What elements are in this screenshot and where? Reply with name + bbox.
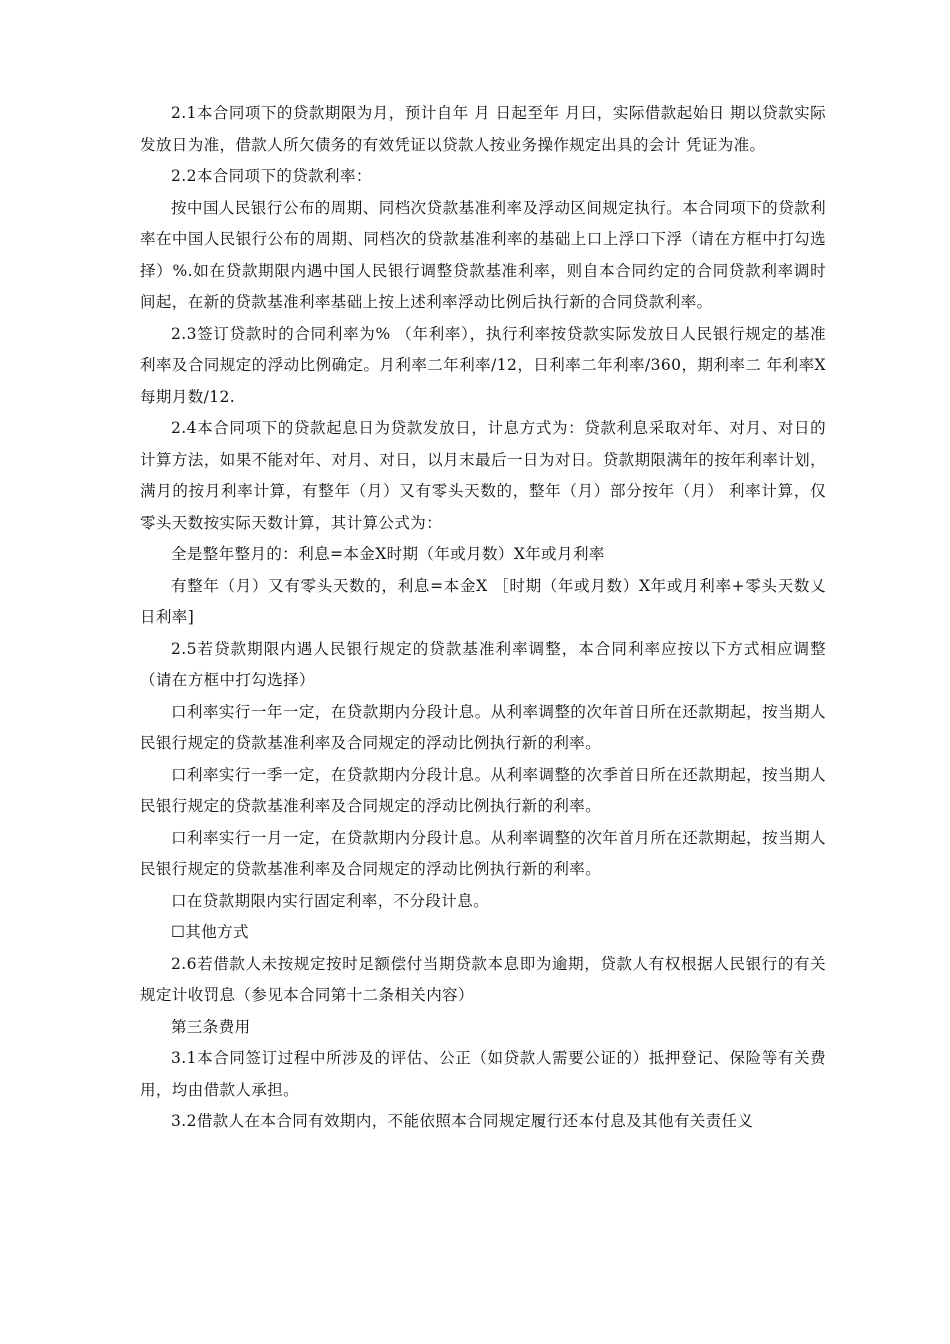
paragraph-2-6-overdue: 2.6若借款人未按规定按时足额偿付当期贷款本息即为逾期，贷款人有权根据人民银行的有关规定计收罚息（参见本合同第十二条相关内容）	[140, 954, 826, 1004]
paragraph-2-3-contract-rate: 2.3签订贷款时的合同利率为% （年利率），执行利率按贷款实际发放日人民银行规定的基准利率及合同规定的浮动比例确定。月利率二年利率/12，日利率二年利率/360，期利率二 年利率X每期月数/12.	[140, 324, 826, 406]
paragraph-formula-partial-period: 有整年（月）又有零头天数的，利息=本金X ［时期（年或月数）X年或月利率+零头天数乂日利率]	[140, 576, 826, 626]
paragraph-2-4-interest-method: 2.4本合同项下的贷款起息日为贷款发放日，计息方式为：贷款利息采取对年、对月、对日的计算方法，如果不能对年、对月、对日，以月末最后一日为对日。贷款期限满年的按年利率计划，满月的按月利率计算，有整年（月）又有零头天数的，整年（月）部分按年（月） 利率计算，仅零头天数按实际天数计算，其计算公式为：	[140, 419, 826, 532]
paragraph-formula-whole-period: 全是整年整月的：利息=本金X时期（年或月数）X年或月利率	[171, 545, 605, 563]
paragraph-2-2-loan-rate-body: 按中国人民银行公布的周期、同档次贷款基准利率及浮动区间规定执行。本合同项下的贷款利率在中国人民银行公布的周期、同档次的贷款基准利率的基础上口上浮口下浮（请在方框中打勾选择）%.如在贷款期限内遇中国人民银行调整贷款基准利率，则自本合同约定的合同贷款利率调时间起，在新的贷款基准利率基础上按上述利率浮动比例后执行新的合同贷款利率。	[140, 198, 826, 311]
paragraph-2-2-loan-rate-heading: 2.2本合同项下的贷款利率：	[171, 167, 372, 185]
contract-body	[140, 98, 826, 1138]
option-rate-yearly: 口利率实行一年一定，在贷款期内分段计息。从利率调整的次年首日所在还款期起，按当期人民银行规定的贷款基准利率及合同规定的浮动比例执行新的利率。	[140, 702, 826, 752]
paragraph-3-1-fees: 3.1本合同签订过程中所涉及的评估、公正（如贷款人需要公证的）抵押登记、保险等有关费用，均由借款人承担。	[140, 1049, 826, 1099]
option-rate-monthly: 口利率实行一月一定，在贷款期内分段计息。从利率调整的次年首月所在还款期起，按当期人民银行规定的贷款基准利率及合同规定的浮动比例执行新的利率。	[140, 828, 826, 878]
section-3-heading: 第三条费用	[171, 1017, 251, 1036]
paragraph-2-5-rate-adjustment: 2.5若贷款期限内遇人民银行规定的贷款基准利率调整，本合同利率应按以下方式相应调整（请在方框中打勾选择）	[140, 639, 826, 689]
paragraph-2-1-loan-term: 2.1本合同项下的贷款期限为月，预计自年 月 日起至年 月曰，实际借款起始日 期以贷款实际发放日为准，借款人所欠债务的有效凭证以贷款人按业务操作规定出具的会计 凭证为准。	[140, 104, 826, 154]
option-rate-fixed: 口在贷款期限内实行固定利率，不分段计息。	[171, 891, 490, 910]
option-rate-quarterly: 口利率实行一季一定，在贷款期内分段计息。从利率调整的次季首日所在还款期起，按当期人民银行规定的贷款基准利率及合同规定的浮动比例执行新的利率。	[140, 765, 826, 815]
option-other: ☐其他方式	[171, 923, 249, 941]
paragraph-3-2-obligations: 3.2借款人在本合同有效期内，不能依照本合同规定履行还本付息及其他有关责任义	[171, 1112, 754, 1130]
